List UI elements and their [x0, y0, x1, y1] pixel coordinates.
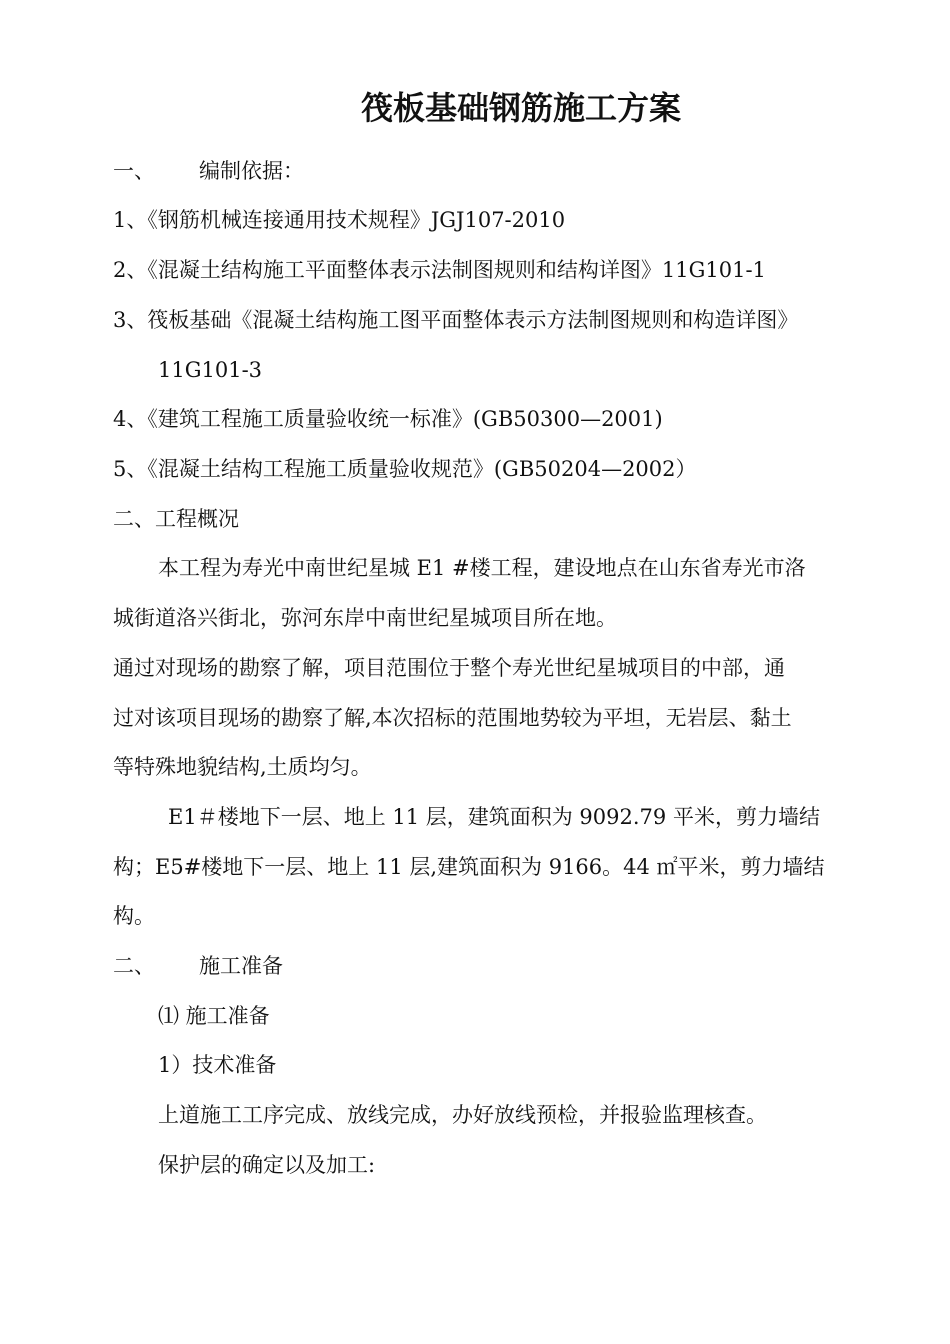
prep-item-2: 1）技术准备: [158, 1053, 277, 1077]
section-1-number: 一、: [113, 159, 155, 183]
section-1-heading: [113, 157, 304, 185]
section-3-number: 二、: [113, 954, 155, 978]
overview-line-7: 构；E5#楼地下一层、地上 11 层,建筑面积为 9166。44 ㎡平米，剪力墙结: [113, 855, 825, 879]
reference-3: 3、筏板基础《混凝土结构施工图平面整体表示方法制图规则和构造详图》: [113, 308, 799, 332]
section-3-title: 施工准备: [199, 954, 283, 978]
prep-item-3: 上道施工工序完成、放线完成，办好放线预检，并报验监理核查。: [158, 1103, 767, 1127]
section-2-heading: 二、工程概况: [113, 507, 239, 531]
prep-item-4: 保护层的确定以及加工:: [158, 1153, 376, 1177]
section-1-title: 编制依据：: [199, 159, 304, 183]
reference-1: 1、《钢筋机械连接通用技术规程》JGJ107-2010: [113, 208, 566, 232]
overview-line-1: 本工程为寿光中南世纪星城 E1 #楼工程，建设地点在山东省寿光市洛: [158, 556, 806, 580]
reference-5: 5、《混凝土结构工程施工质量验收规范》(GB50204—2002）: [113, 457, 697, 481]
overview-line-3: 通过对现场的勘察了解，项目范围位于整个寿光世纪星城项目的中部，通: [113, 656, 785, 680]
overview-line-8: 构。: [113, 904, 155, 928]
prep-item-1: ⑴ 施工准备: [158, 1004, 270, 1028]
overview-line-4: 过对该项目现场的勘察了解,本次招标的范围地势较为平坦，无岩层、黏土: [113, 706, 792, 730]
section-3-heading: [113, 952, 283, 980]
overview-line-6: E1＃楼地下一层、地上 11 层，建筑面积为 9092.79 平米，剪力墙结: [168, 805, 820, 829]
reference-3-continued: 11G101-3: [158, 358, 263, 382]
overview-line-5: 等特殊地貌结构,土质均匀。: [113, 755, 372, 779]
reference-2: 2、《混凝土结构施工平面整体表示法制图规则和结构详图》11G101-1: [113, 258, 766, 282]
overview-line-2: 城街道洛兴街北，弥河东岸中南世纪星城项目所在地。: [113, 606, 617, 630]
reference-4: 4、《建筑工程施工质量验收统一标准》(GB50300—2001): [113, 407, 663, 431]
document-title: 筏板基础钢筋施工方案: [360, 89, 681, 127]
